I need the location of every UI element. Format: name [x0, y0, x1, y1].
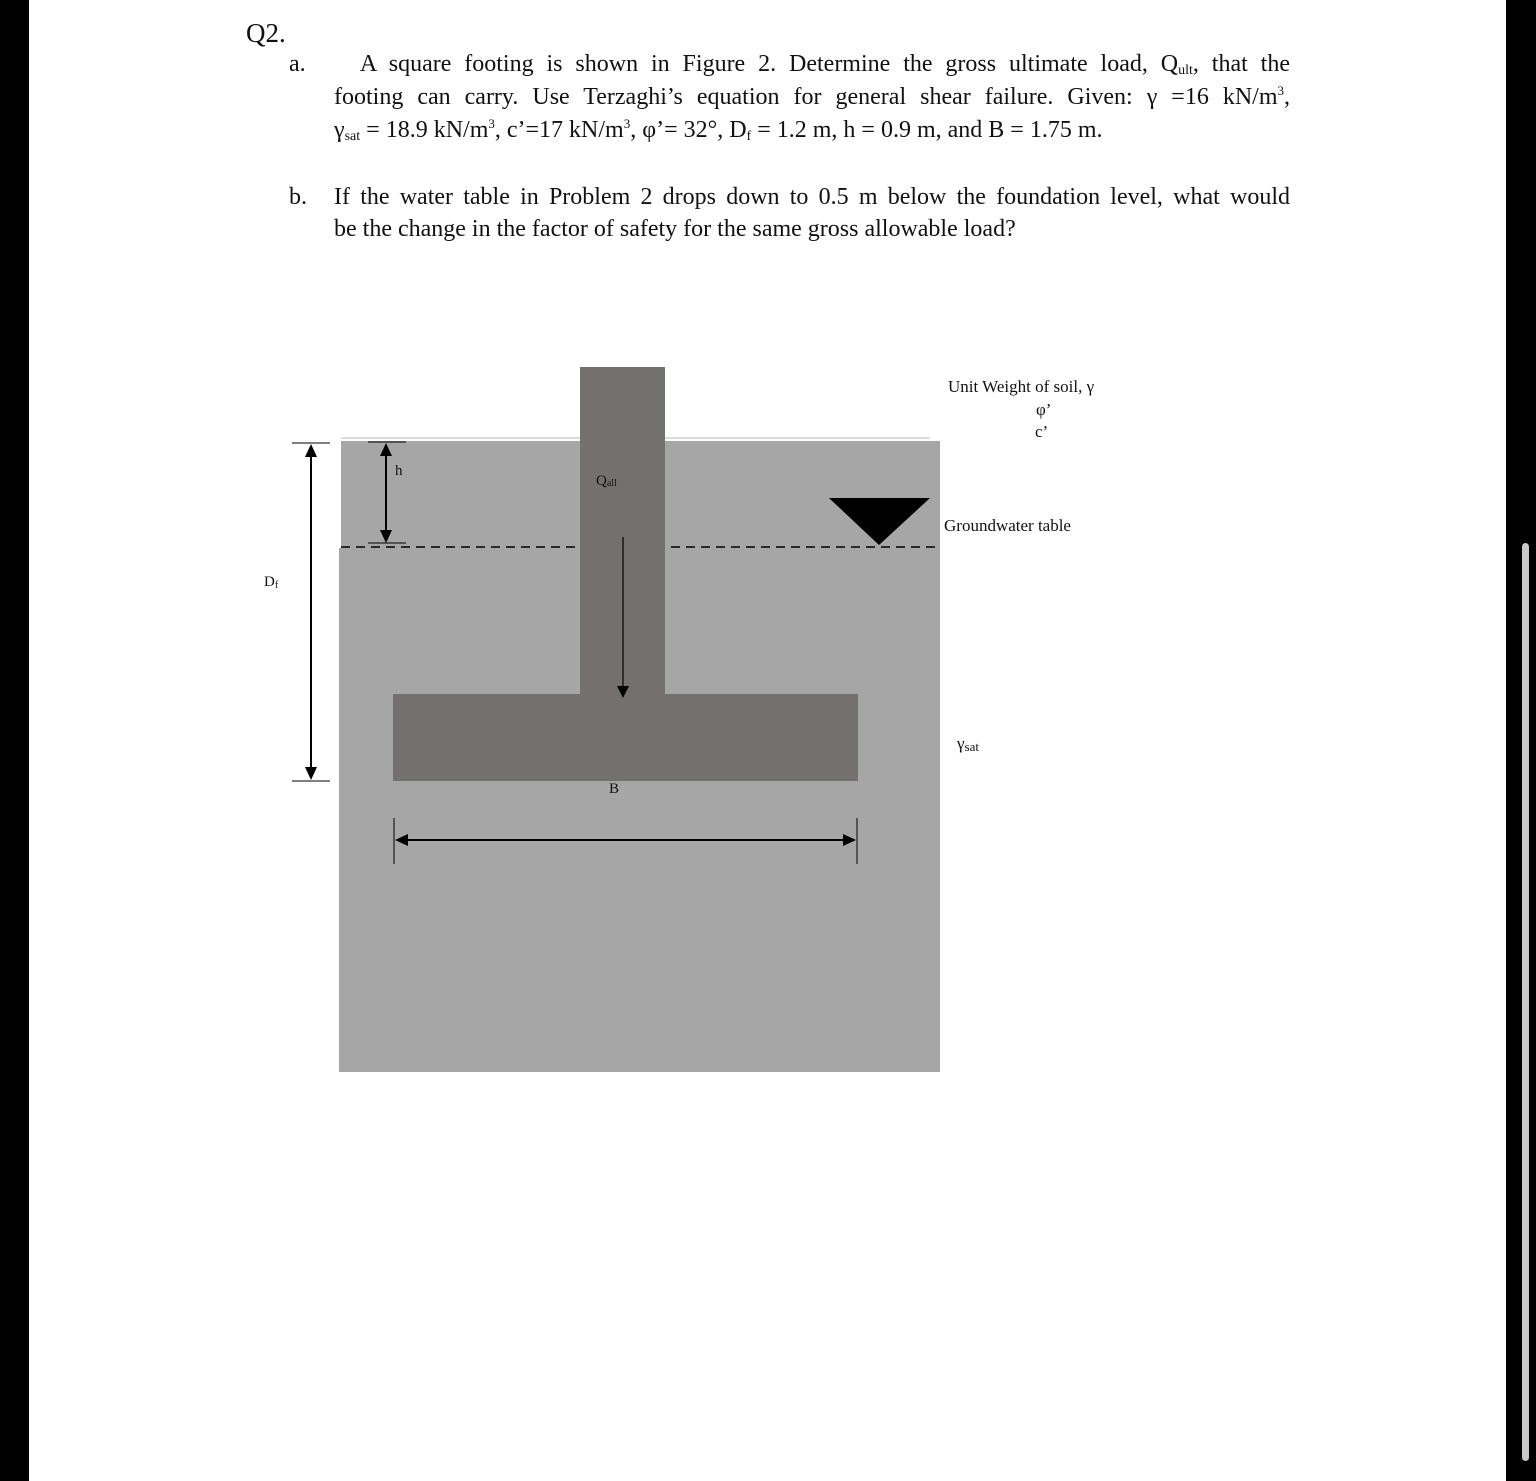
- part-b-line-1: If the water table in Problem 2 drops down to 0.5 m below the foundation level, what would: [334, 184, 1290, 210]
- gamma-sat-label: γsat: [957, 734, 979, 754]
- h-label: h: [395, 463, 403, 479]
- df-dimension-arrow-down: [305, 767, 317, 780]
- question-number: Q2.: [246, 18, 286, 48]
- part-b-label: b.: [289, 184, 307, 210]
- part-a-line-2: footing can carry. Use Terzaghi’s equation for general shear failure. Given: γ =16 $kN/m^3$,: [334, 83, 1290, 110]
- footing-base: [393, 694, 858, 781]
- df-label: Df: [264, 574, 279, 591]
- q-all-label: Qall: [596, 473, 617, 489]
- part-a-label: a.: [289, 51, 306, 77]
- part-b-line-2: be the change in the factor of safety for the same gross allowable load?: [334, 216, 1016, 242]
- df-dimension-arrow-up: [305, 444, 317, 457]
- part-a-line-3: $\gamma_{sat} = 18.9$ $kN/m^3$, c’=17 $kN/m^3$, φ’= 32°, $D_f = 1.2$ m, h = 0.9 m, and B = 1.75 m.: [334, 116, 1103, 144]
- phi-label: φ’: [1036, 400, 1052, 419]
- c-label: c’: [1035, 422, 1049, 441]
- part-a-line-1: A square footing is shown in Figure 2. Determine the gross ultimate load, $Q_{ult}$, that the: [359, 51, 1291, 78]
- groundwater-table-label: Groundwater table: [944, 516, 1071, 535]
- unit-weight-label: Unit Weight of soil, γ: [948, 377, 1095, 396]
- b-label: B: [609, 781, 620, 797]
